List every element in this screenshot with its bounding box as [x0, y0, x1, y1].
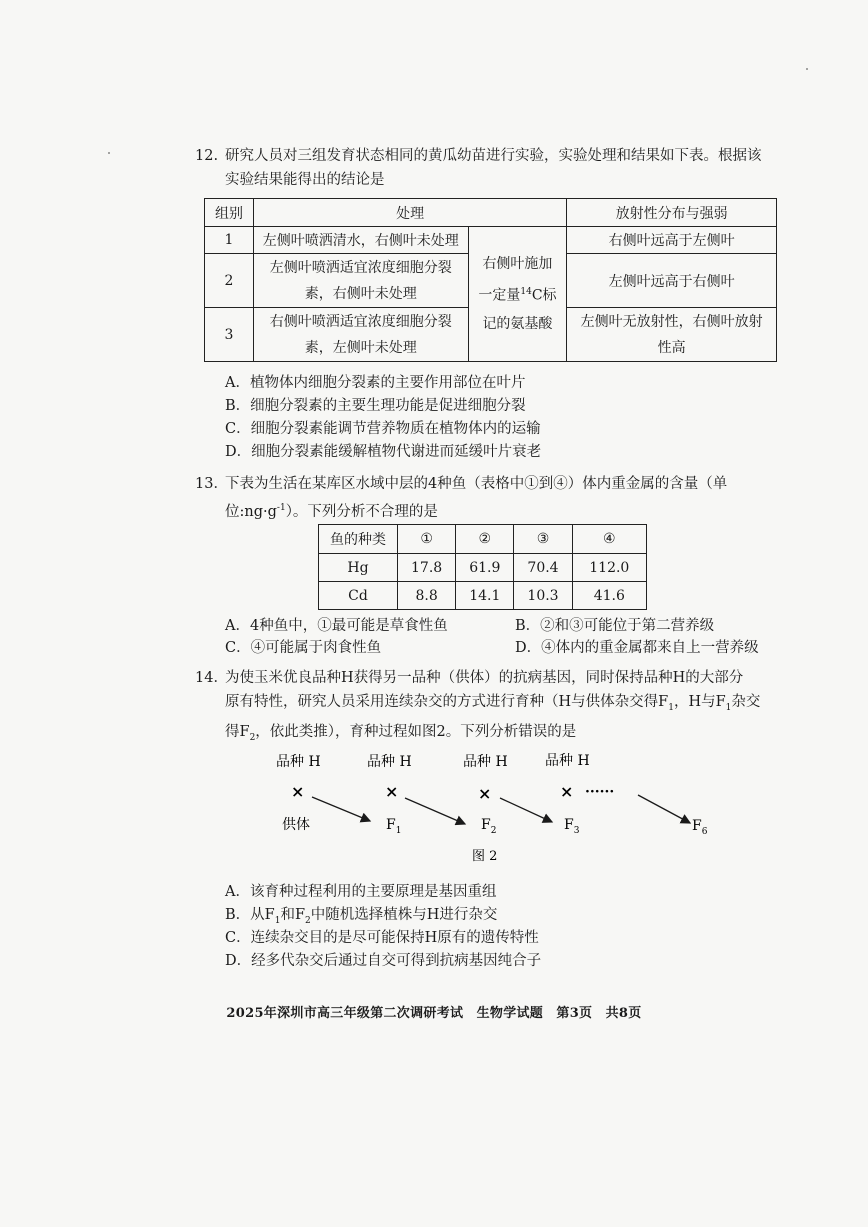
q13-row-hg-label: Hg — [319, 554, 398, 582]
f1-letter: F — [386, 817, 396, 833]
q14-line3-sub: 2 — [249, 732, 256, 743]
q13-header-species: 鱼的种类 — [319, 525, 398, 554]
q14-b-pre: B．从F — [225, 907, 275, 923]
shared-line1: 右侧叶施加 — [482, 256, 553, 273]
q12-row1-group: 1 — [205, 227, 254, 254]
q14-b-post: 中随机选择植株与H进行杂交 — [310, 907, 498, 923]
shared-line2-pre: 一定量 — [478, 287, 521, 304]
unit-text: 位:ng·g — [225, 503, 277, 520]
cross-icon: × — [560, 782, 574, 801]
cross-icon: × — [385, 782, 399, 801]
scan-speck — [108, 152, 110, 154]
q12-shared-treatment — [468, 227, 567, 362]
page-footer: 2025年深圳市高三年级第二次调研考试 生物学试题 第3页 共8页 — [226, 1006, 642, 1021]
q12-row3-treatment — [253, 308, 468, 362]
q14-b-sub1: 1 — [274, 915, 281, 926]
q12-stem-line2: 实验结果能得出的结论是 — [225, 172, 385, 188]
q12-header-treatment: 处理 — [253, 199, 566, 227]
ellipsis-dots: ······ — [585, 784, 615, 800]
q13-cd-fish4: 41.6 — [572, 582, 646, 610]
q12-header-group: 组别 — [205, 199, 254, 227]
cross-icon: × — [478, 784, 492, 803]
q13-option-b[interactable]: B．②和③可能位于第二营养级 — [515, 618, 715, 634]
q14-option-c[interactable]: C．连续杂交目的是尽可能保持H原有的遗传特性 — [225, 930, 539, 946]
q13-header-fish3: ③ — [514, 525, 572, 554]
q14-line2-b: ，H与F — [673, 694, 726, 710]
row3-treatment-line2: 素，左侧叶未处理 — [304, 339, 417, 356]
q14-line2-c: 杂交 — [731, 694, 761, 710]
q12-option-c[interactable]: C．细胞分裂素能调节营养物质在植物体内的运输 — [225, 421, 541, 437]
q13-stem — [195, 472, 727, 524]
q13-option-a[interactable]: A．4种鱼中，①最可能是草食性鱼 — [225, 618, 448, 634]
donor-label: 供体 — [282, 817, 310, 833]
f6-letter: F — [692, 818, 702, 834]
q13-cd-fish1: 8.8 — [398, 582, 456, 610]
q13-row-cd-label: Cd — [319, 582, 398, 610]
q13-number: 13． — [195, 476, 228, 492]
q14-b-mid: 和F — [280, 907, 306, 923]
shared-line3: 记的氨基酸 — [482, 315, 553, 332]
q14-line2-a: 原有特性，研究人员采用连续杂交的方式进行育种（H与供体杂交得F — [225, 694, 669, 710]
q12-header-result: 放射性分布与强弱 — [567, 199, 777, 227]
row2-treatment-line2: 素，右侧叶未处理 — [304, 285, 417, 302]
q13-option-d[interactable]: D．④体内的重金属都来自上一营养级 — [515, 640, 759, 656]
f3-sub: 3 — [573, 826, 580, 836]
q12-table — [204, 198, 777, 362]
q14-line3-b: ，依此类推），育种过程如图2。下列分析错误的是 — [255, 723, 577, 740]
q12-stem-line1: 研究人员对三组发育状态相同的黄瓜幼苗进行实验，实验处理和结果如下表。根据该 — [225, 148, 762, 164]
scan-speck — [806, 68, 808, 70]
f6-label — [692, 818, 708, 837]
parent-label-1: 品种 H — [276, 754, 321, 770]
parent-label-2: 品种 H — [367, 754, 412, 770]
parent-label-4: 品种 H — [545, 753, 590, 769]
q13-cd-fish3: 10.3 — [514, 582, 572, 610]
parent-label-3: 品种 H — [463, 754, 508, 770]
f2-letter: F — [481, 817, 491, 833]
q13-header-fish4: ④ — [572, 525, 646, 554]
table-row — [319, 554, 647, 582]
q14-stem-line3 — [195, 723, 577, 743]
q13-hg-fish1: 17.8 — [398, 554, 456, 582]
q12-option-b[interactable]: B．细胞分裂素的主要生理功能是促进细胞分裂 — [225, 398, 526, 414]
q14-stem-line1: 为使玉米优良品种H获得另一品种（供体）的抗病基因，同时保持品种H的大部分 — [225, 670, 744, 686]
q13-hg-fish2: 61.9 — [456, 554, 514, 582]
q13-table — [318, 524, 647, 610]
q12-stem — [195, 144, 762, 192]
f2-sub: 2 — [490, 826, 497, 836]
q12-row2-group: 2 — [205, 254, 254, 308]
isotope-superscript: 14 — [520, 287, 532, 298]
breeding-diagram — [260, 750, 720, 870]
q14-option-a[interactable]: A．该育种过程利用的主要原理是基因重组 — [225, 884, 497, 900]
q14-line2-sub1: 1 — [668, 702, 674, 713]
row3-result-line2: 性高 — [657, 339, 686, 356]
arrow-to-f1 — [312, 797, 370, 821]
arrow-to-f6 — [638, 795, 690, 823]
f1-label — [386, 817, 401, 836]
row2-treatment-line1: 左侧叶喷洒适宜浓度细胞分裂 — [269, 259, 452, 276]
shared-line2-post: C标 — [531, 287, 557, 304]
table-row — [319, 582, 647, 610]
q12-option-d[interactable]: D．细胞分裂素能缓解植物代谢进而延缓叶片衰老 — [225, 444, 542, 460]
q13-hg-fish4: 112.0 — [572, 554, 646, 582]
table-row — [319, 525, 647, 554]
f6-sub: 6 — [701, 827, 708, 837]
f2-label — [481, 817, 496, 836]
q12-row1-result: 右侧叶远高于左侧叶 — [567, 227, 777, 254]
q13-option-c[interactable]: C．④可能属于肉食性鱼 — [225, 640, 382, 656]
q14-line3-a: 得F — [225, 723, 250, 740]
q13-stem-line2 — [195, 504, 438, 520]
f3-letter: F — [564, 817, 574, 833]
q14-line2-sub2: 1 — [725, 702, 732, 713]
figure-caption: 图 2 — [472, 849, 498, 864]
q13-stem-tail: ）。下列分析不合理的是 — [285, 503, 438, 520]
q13-stem-line1: 下表为生活在某库区水域中层的4种鱼（表格中①到④）体内重金属的含量（单 — [225, 476, 728, 492]
q12-number: 12. — [195, 148, 219, 164]
table-row — [205, 227, 777, 254]
q12-row3-result — [567, 308, 777, 362]
cross-icon: × — [291, 782, 305, 801]
q13-header-fish1: ① — [398, 525, 456, 554]
q13-hg-fish3: 70.4 — [514, 554, 572, 582]
q12-row3-group: 3 — [205, 308, 254, 362]
row3-result-line1: 左侧叶无放射性，右侧叶放射 — [580, 313, 763, 330]
q14-stem-line2 — [195, 694, 761, 713]
q14-b-sub2: 2 — [305, 915, 311, 926]
q13-header-fish2: ② — [456, 525, 514, 554]
row3-treatment-line1: 右侧叶喷洒适宜浓度细胞分裂 — [269, 313, 452, 330]
q14-stem — [195, 666, 760, 750]
q13-cd-fish2: 14.1 — [456, 582, 514, 610]
q14-option-d[interactable]: D．经多代杂交后通过自交可得到抗病基因纯合子 — [225, 953, 542, 969]
arrow-to-f2 — [405, 798, 465, 824]
q12-row1-treatment: 左侧叶喷洒清水，右侧叶未处理 — [253, 227, 468, 254]
arrow-to-f3 — [500, 798, 552, 822]
q14-number: 14． — [195, 670, 228, 686]
q12-row2-result: 左侧叶远高于右侧叶 — [567, 254, 777, 308]
unit-superscript: -1 — [276, 503, 286, 513]
q12-option-a[interactable]: A．植物体内细胞分裂素的主要作用部位在叶片 — [225, 375, 526, 391]
f1-sub: 1 — [395, 826, 402, 836]
q12-row2-treatment — [253, 254, 468, 308]
f3-label — [564, 817, 580, 836]
